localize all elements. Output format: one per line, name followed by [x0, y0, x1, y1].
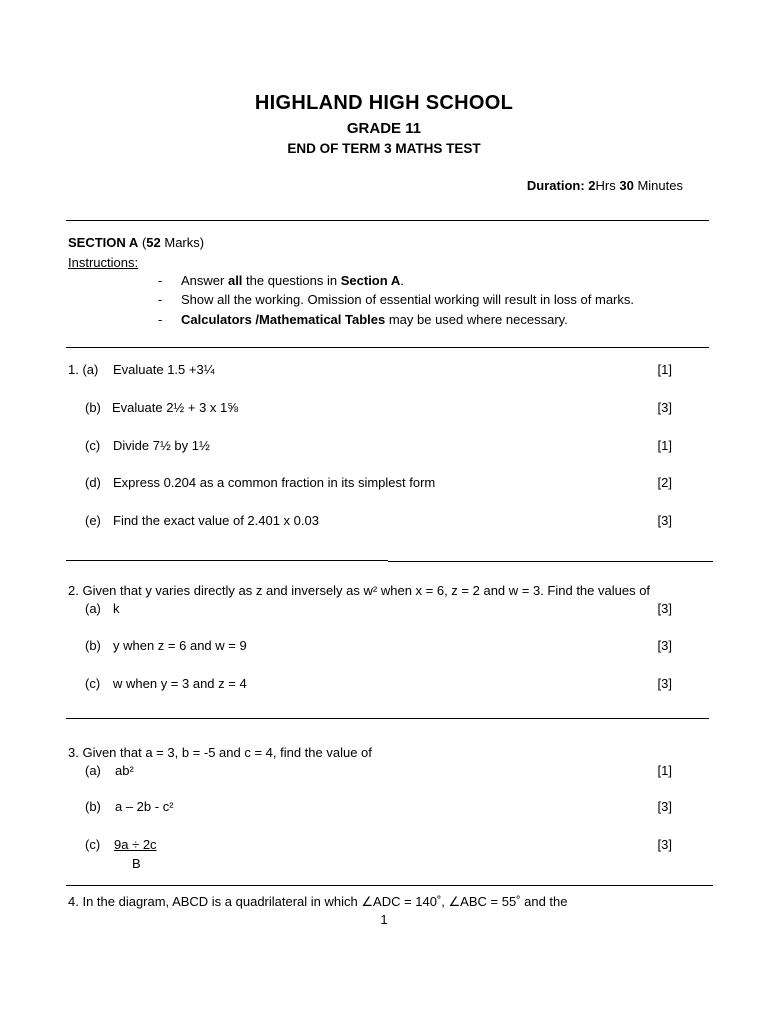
duration: [527, 178, 683, 193]
section-marks-value: 52: [146, 235, 161, 250]
q2a-text: k: [113, 601, 120, 616]
q1b-label: (b): [85, 400, 101, 415]
q2a-label: (a): [85, 601, 101, 616]
instructions-label: Instructions:: [68, 255, 139, 270]
grade-title: GRADE 11: [346, 120, 422, 137]
q1a-mark: [1]: [657, 362, 672, 377]
q1a-text: Evaluate 1.5 +3¼: [113, 362, 215, 377]
q3c-numerator: 9a ÷ 2c: [114, 837, 157, 852]
instruction-3-part-b: may be used where necessary.: [385, 312, 568, 327]
divider: [66, 220, 709, 221]
q3b-mark: [3]: [657, 799, 672, 814]
q1c-mark: [1]: [657, 438, 672, 453]
duration-label: Duration:: [526, 178, 585, 193]
q2-stem: 2. Given that y varies directly as z and inversely as w² when x = 6, z = 2 and w = 3. Find the values of: [68, 583, 651, 598]
q3a-mark: [1]: [657, 763, 672, 778]
q1d-label: (d): [85, 475, 101, 490]
instruction-1-part-c: the questions in: [242, 273, 341, 288]
duration-hours: 2: [588, 178, 596, 193]
q3a-label: (a): [85, 763, 101, 778]
school-name: HIGHLAND HIGH SCHOOL: [254, 92, 514, 114]
test-title: END OF TERM 3 MATHS TEST: [287, 141, 481, 156]
instruction-3-part-a: Calculators /Mathematical Tables: [181, 312, 386, 327]
q1c-label: (c): [85, 438, 101, 453]
bullet: -: [158, 273, 163, 288]
instruction-1-part-d: Section A: [340, 273, 401, 288]
instruction-1-part-a: Answer: [181, 273, 228, 288]
instruction-1-part-e: .: [400, 273, 404, 288]
bullet: -: [158, 292, 163, 307]
q1e-text: Find the exact value of 2.401 x 0.03: [113, 513, 319, 528]
q1d-text: Express 0.204 as a common fraction in its simplest form: [113, 475, 436, 490]
q1c-text: Divide 7½ by 1½: [113, 438, 210, 453]
page-number: 1: [380, 912, 388, 927]
bullet: -: [158, 312, 163, 327]
section-name: SECTION A: [68, 235, 139, 250]
section-marks-open: (: [141, 235, 147, 250]
q2b-mark: [3]: [657, 638, 672, 653]
q2b-text: y when z = 6 and w = 9: [113, 638, 247, 653]
q1e-mark: [3]: [657, 513, 672, 528]
q3a-text: ab²: [115, 763, 134, 778]
q2c-text: w when y = 3 and z = 4: [113, 676, 247, 691]
divider: [388, 561, 713, 562]
q4-stem: 4. In the diagram, ABCD is a quadrilateral in which ∠ADC = 140˚, ∠ABC = 55˚ and the: [68, 894, 568, 909]
section-marks-unit: Marks): [164, 235, 205, 250]
q2b-label: (b): [85, 638, 101, 653]
q2a-mark: [3]: [657, 601, 672, 616]
section-title: [68, 235, 204, 250]
divider: [66, 718, 709, 719]
q3c-label: (c): [85, 837, 101, 852]
duration-hrs-unit: Hrs: [595, 178, 616, 193]
instruction-1: [181, 273, 404, 288]
q3-stem: 3. Given that a = 3, b = -5 and c = 4, find the value of: [68, 745, 372, 760]
q1b-mark: [3]: [657, 400, 672, 415]
q2c-mark: [3]: [657, 676, 672, 691]
instruction-3: [181, 312, 568, 327]
divider: [66, 347, 709, 348]
q1e-label: (e): [85, 513, 101, 528]
q3b-text: a – 2b - c²: [115, 799, 174, 814]
divider: [66, 560, 388, 561]
q3b-label: (b): [85, 799, 101, 814]
duration-minutes: 30: [619, 178, 634, 193]
instruction-2: Show all the working. Omission of essential working will result in loss of marks.: [181, 292, 635, 307]
q1d-mark: [2]: [657, 475, 672, 490]
q2c-label: (c): [85, 676, 101, 691]
instruction-1-part-b: all: [227, 273, 243, 288]
q3c-mark: [3]: [657, 837, 672, 852]
divider: [66, 885, 713, 886]
duration-min-unit: Minutes: [637, 178, 683, 193]
q1b-text: Evaluate 2½ + 3 x 1⅝: [112, 400, 239, 415]
q3c-denominator: B: [132, 856, 141, 871]
q1a-label: 1. (a): [68, 362, 99, 377]
